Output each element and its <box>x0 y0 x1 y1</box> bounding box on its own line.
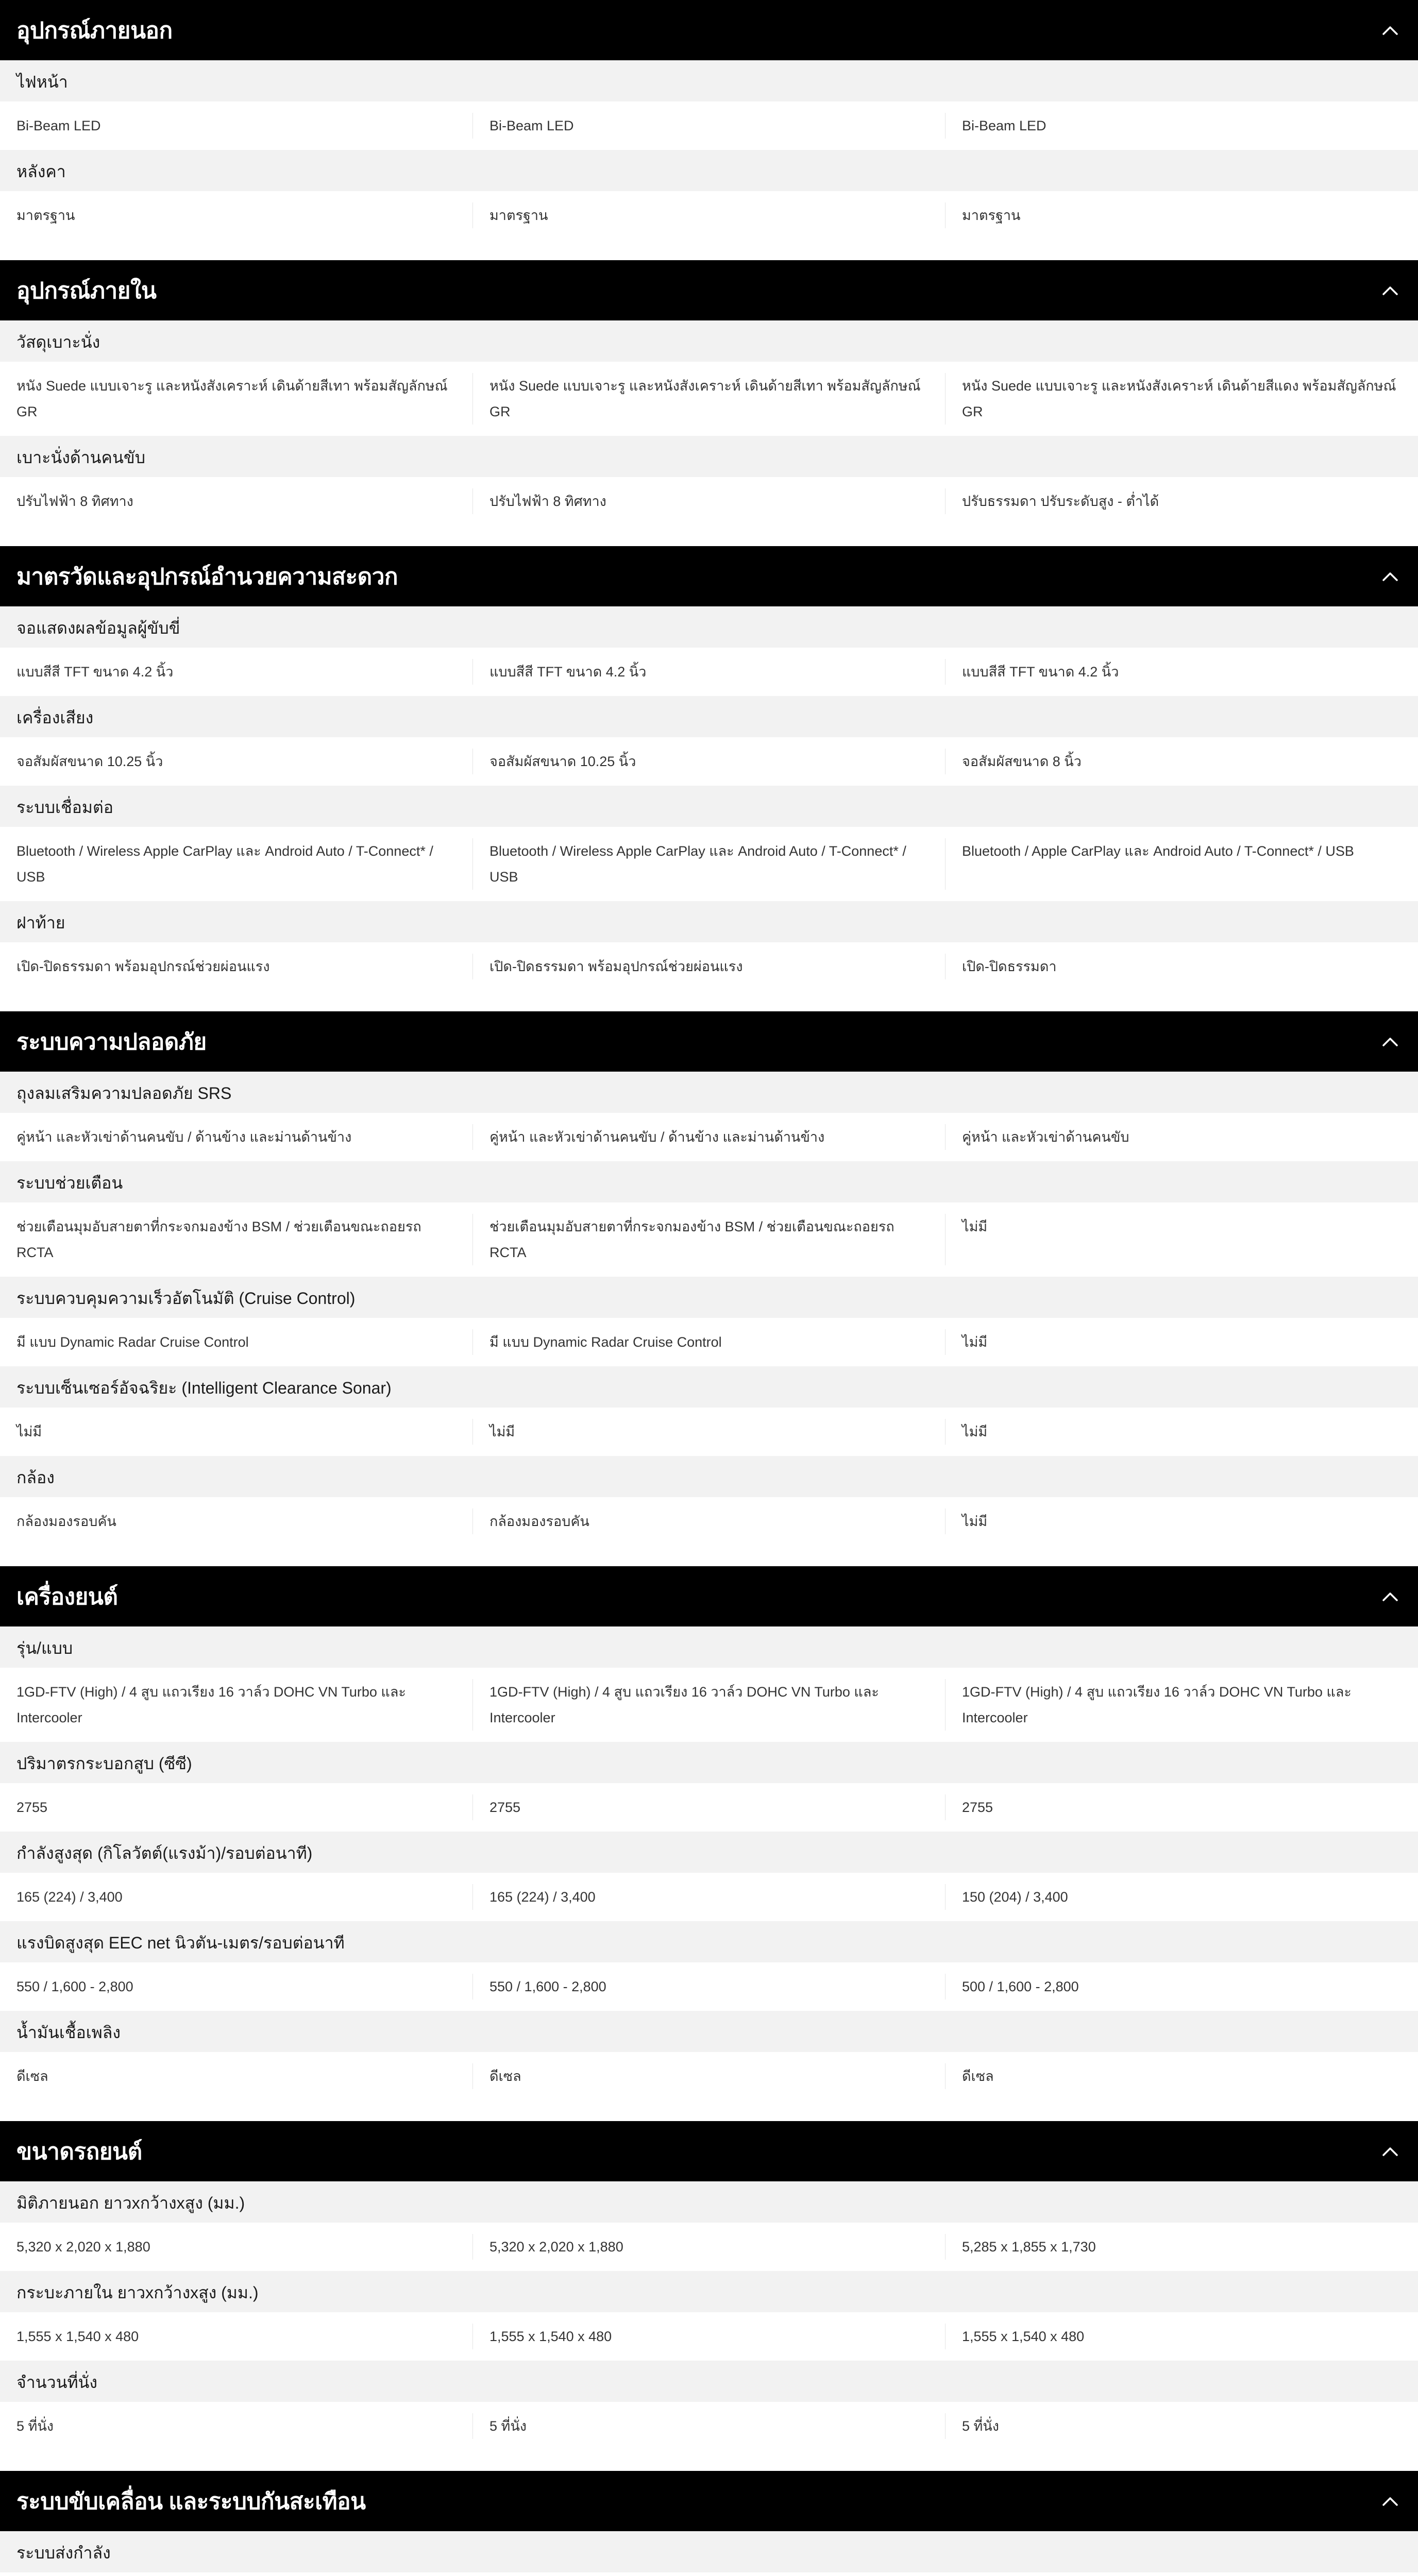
value-cell-model-3: Bluetooth / Apple CarPlay และ Android Auto / T-Connect* / USB <box>945 838 1417 890</box>
value-cell-model-3: คู่หน้า และหัวเข่าด้านคนขับ <box>945 1124 1417 1150</box>
value-cell-model-2: มี แบบ Dynamic Radar Cruise Control <box>472 1329 945 1355</box>
row-values <box>0 1962 1418 2011</box>
row-label: ไฟหน้า <box>0 60 1418 101</box>
value-cell-model-3: Bi-Beam LED <box>945 113 1417 139</box>
row-label: ปริมาตรกระบอกสูบ (ซีซี) <box>0 1742 1418 1783</box>
row-values <box>0 2223 1418 2271</box>
row-label: กำลังสูงสุด (กิโลวัตต์(แรงม้า)/รอบต่อนาที) <box>0 1832 1418 1873</box>
section-title: มาตรวัดและอุปกรณ์อำนวยความสะดวก <box>16 564 398 589</box>
spec-section <box>0 2121 1418 2471</box>
spec-section <box>0 2471 1418 2576</box>
spec-row <box>0 2271 1418 2361</box>
section-rows <box>0 320 1418 526</box>
row-label: รุ่น/แบบ <box>0 1626 1418 1668</box>
section-gap <box>0 2450 1418 2471</box>
row-label: วัสดุเบาะนั่ง <box>0 320 1418 362</box>
value-cell-model-3: เปิด-ปิดธรรมดา <box>945 954 1417 979</box>
row-label: ถุงลมเสริมความปลอดภัย SRS <box>0 1072 1418 1113</box>
value-cell-model-1: เปิด-ปิดธรรมดา พร้อมอุปกรณ์ช่วยผ่อนแรง <box>16 959 270 974</box>
spec-row <box>0 786 1418 901</box>
spec-row <box>0 696 1418 786</box>
value-cell-model-2: 165 (224) / 3,400 <box>472 1884 945 1910</box>
row-values <box>0 737 1418 786</box>
value-cell-model-1: จอสัมผัสขนาด 10.25 นิ้ว <box>16 754 163 769</box>
value-cell-model-2: ดีเซล <box>472 2063 945 2089</box>
spec-section <box>0 260 1418 546</box>
value-cell-model-2: แบบสีสี TFT ขนาด 4.2 นิ้ว <box>472 659 945 685</box>
value-cell-model-2: 550 / 1,600 - 2,800 <box>472 1974 945 1999</box>
value-cell-model-1: Bluetooth / Wireless Apple CarPlay และ Android Auto / T-Connect* / USB <box>16 843 433 885</box>
value-cell-model-2: กล้องมองรอบคัน <box>472 1509 945 1534</box>
chevron-up-icon[interactable] <box>1379 1030 1402 1053</box>
spec-row <box>0 60 1418 150</box>
value-cell-model-2: 1,555 x 1,540 x 480 <box>472 2324 945 2349</box>
value-cell-model-2: 5,320 x 2,020 x 1,880 <box>472 2234 945 2260</box>
section-gap <box>0 240 1418 260</box>
row-label: ระบบควบคุมความเร็วอัตโนมัติ (Cruise Control) <box>0 1277 1418 1318</box>
value-cell-model-1: กล้องมองรอบคัน <box>16 1514 116 1529</box>
value-cell-model-2: 1GD-FTV (High) / 4 สูบ แถวเรียง 16 วาล์ว DOHC VN Turbo และ Intercooler <box>472 1679 945 1731</box>
chevron-up-icon[interactable] <box>1379 2140 1402 2163</box>
row-label: กล้อง <box>0 1456 1418 1497</box>
chevron-up-icon[interactable] <box>1379 279 1402 302</box>
value-cell-model-3: ไม่มี <box>945 1419 1417 1445</box>
value-cell-model-3: 5,285 x 1,855 x 1,730 <box>945 2234 1417 2260</box>
spec-row <box>0 320 1418 436</box>
row-label: เครื่องเสียง <box>0 696 1418 737</box>
value-cell-model-1: 1GD-FTV (High) / 4 สูบ แถวเรียง 16 วาล์ว DOHC VN Turbo และ Intercooler <box>16 1684 406 1725</box>
value-cell-model-2: 2755 <box>472 1794 945 1820</box>
value-cell-model-1: 5 ที่นั่ง <box>16 2418 54 2434</box>
row-label: จอแสดงผลข้อมูลผู้ขับขี่ <box>0 606 1418 648</box>
row-values <box>0 1783 1418 1832</box>
section-header[interactable] <box>0 1566 1418 1626</box>
row-values <box>0 1202 1418 1277</box>
row-label: ระบบเชื่อมต่อ <box>0 786 1418 827</box>
spec-section <box>0 0 1418 260</box>
row-label: เบาะนั่งด้านคนขับ <box>0 436 1418 477</box>
row-label: หลังคา <box>0 150 1418 191</box>
section-rows <box>0 606 1418 991</box>
section-title: ระบบความปลอดภัย <box>16 1029 207 1055</box>
spec-row <box>0 1742 1418 1832</box>
chevron-up-icon[interactable] <box>1379 19 1402 42</box>
spec-row <box>0 436 1418 526</box>
spec-section <box>0 546 1418 1011</box>
spec-row <box>0 1456 1418 1546</box>
row-values <box>0 101 1418 150</box>
chevron-up-icon[interactable] <box>1379 565 1402 588</box>
value-cell-model-3: 150 (204) / 3,400 <box>945 1884 1417 1910</box>
row-values <box>0 2312 1418 2361</box>
spec-section <box>0 1011 1418 1566</box>
section-rows <box>0 2181 1418 2450</box>
row-values <box>0 191 1418 240</box>
value-cell-model-2: Bluetooth / Wireless Apple CarPlay และ Android Auto / T-Connect* / USB <box>472 838 945 890</box>
chevron-up-icon[interactable] <box>1379 1585 1402 1608</box>
section-gap <box>0 2100 1418 2121</box>
row-values <box>0 1318 1418 1366</box>
value-cell-model-2: หนัง Suede แบบเจาะรู และหนังสังเคราะห์ เดินด้ายสีเทา พร้อมสัญลักษณ์ GR <box>472 373 945 425</box>
spec-row <box>0 2011 1418 2100</box>
value-cell-model-1: ปรับไฟฟ้า 8 ทิศทาง <box>16 494 133 509</box>
spec-row <box>0 1921 1418 2011</box>
row-values <box>0 2572 1418 2576</box>
section-header[interactable] <box>0 0 1418 60</box>
row-values <box>0 942 1418 991</box>
spec-row <box>0 1072 1418 1161</box>
row-values <box>0 827 1418 901</box>
section-title: อุปกรณ์ภายใน <box>16 278 157 303</box>
section-header[interactable] <box>0 260 1418 320</box>
row-label: มิติภายนอก ยาวxกว้างxสูง (มม.) <box>0 2181 1418 2223</box>
section-header[interactable] <box>0 2121 1418 2181</box>
value-cell-model-1: ดีเซล <box>16 2069 48 2084</box>
value-cell-model-3: ปรับธรรมดา ปรับระดับสูง - ต่ำได้ <box>945 488 1417 514</box>
section-rows <box>0 60 1418 240</box>
value-cell-model-3: 1GD-FTV (High) / 4 สูบ แถวเรียง 16 วาล์ว DOHC VN Turbo และ Intercooler <box>945 1679 1417 1731</box>
value-cell-model-2: ปรับไฟฟ้า 8 ทิศทาง <box>472 488 945 514</box>
value-cell-model-2: Bi-Beam LED <box>472 113 945 139</box>
row-label: จำนวนที่นั่ง <box>0 2361 1418 2402</box>
section-title: ระบบขับเคลื่อน และระบบกันสะเทือน <box>16 2488 366 2514</box>
row-values <box>0 648 1418 696</box>
value-cell-model-3: หนัง Suede แบบเจาะรู และหนังสังเคราะห์ เดินด้ายสีแดง พร้อมสัญลักษณ์ GR <box>945 373 1417 425</box>
value-cell-model-2: ไม่มี <box>472 1419 945 1445</box>
section-title: อุปกรณ์ภายนอก <box>16 18 173 43</box>
row-label: แรงบิดสูงสุด EEC net นิวตัน-เมตร/รอบต่อนาที <box>0 1921 1418 1962</box>
row-label: ระบบเซ็นเซอร์อัจฉริยะ (Intelligent Clearance Sonar) <box>0 1366 1418 1408</box>
value-cell-model-1: 2755 <box>16 1800 48 1815</box>
value-cell-model-2: ช่วยเตือนมุมอับสายตาที่กระจกมองข้าง BSM / ช่วยเตือนขณะถอยรถ RCTA <box>472 1214 945 1265</box>
value-cell-model-3: 5 ที่นั่ง <box>945 2413 1417 2439</box>
row-values <box>0 477 1418 526</box>
spec-row <box>0 606 1418 696</box>
section-title: เครื่องยนต์ <box>16 1584 118 1609</box>
value-cell-model-2: คู่หน้า และหัวเข่าด้านคนขับ / ด้านข้าง และม่านด้านข้าง <box>472 1124 945 1150</box>
chevron-up-icon[interactable] <box>1379 2490 1402 2513</box>
spec-row <box>0 1277 1418 1366</box>
value-cell-model-1: 165 (224) / 3,400 <box>16 1889 123 1905</box>
row-label: กระบะภายใน ยาวxกว้างxสูง (มม.) <box>0 2271 1418 2312</box>
row-values <box>0 1497 1418 1546</box>
value-cell-model-3: จอสัมผัสขนาด 8 นิ้ว <box>945 749 1417 774</box>
value-cell-model-3: 500 / 1,600 - 2,800 <box>945 1974 1417 1999</box>
value-cell-model-3: ไม่มี <box>945 1329 1417 1355</box>
row-values <box>0 1873 1418 1921</box>
spec-row <box>0 1366 1418 1456</box>
spec-row <box>0 901 1418 991</box>
row-values <box>0 362 1418 436</box>
row-values <box>0 1408 1418 1456</box>
value-cell-model-3: ไม่มี <box>945 1509 1417 1534</box>
value-cell-model-2: เปิด-ปิดธรรมดา พร้อมอุปกรณ์ช่วยผ่อนแรง <box>472 954 945 979</box>
section-rows <box>0 1626 1418 2100</box>
value-cell-model-2: จอสัมผัสขนาด 10.25 นิ้ว <box>472 749 945 774</box>
section-header[interactable] <box>0 2471 1418 2531</box>
value-cell-model-2: มาตรฐาน <box>472 202 945 228</box>
section-gap <box>0 1546 1418 1566</box>
value-cell-model-1: ช่วยเตือนมุมอับสายตาที่กระจกมองข้าง BSM / ช่วยเตือนขณะถอยรถ RCTA <box>16 1219 421 1260</box>
value-cell-model-1: Bi-Beam LED <box>16 118 101 133</box>
value-cell-model-3: ดีเซล <box>945 2063 1417 2089</box>
value-cell-model-1: หนัง Suede แบบเจาะรู และหนังสังเคราะห์ เดินด้ายสีเทา พร้อมสัญลักษณ์ GR <box>16 378 448 419</box>
row-values <box>0 2402 1418 2450</box>
value-cell-model-1: มี แบบ Dynamic Radar Cruise Control <box>16 1334 249 1350</box>
spec-section <box>0 1566 1418 2121</box>
value-cell-model-3: แบบสีสี TFT ขนาด 4.2 นิ้ว <box>945 659 1417 685</box>
value-cell-model-1: 550 / 1,600 - 2,800 <box>16 1979 133 1994</box>
row-values <box>0 1113 1418 1161</box>
row-label: ฝาท้าย <box>0 901 1418 942</box>
row-label: ระบบส่งกำลัง <box>0 2531 1418 2572</box>
value-cell-model-1: 5,320 x 2,020 x 1,880 <box>16 2239 150 2255</box>
section-rows <box>0 1072 1418 1546</box>
value-cell-model-1: แบบสีสี TFT ขนาด 4.2 นิ้ว <box>16 664 174 680</box>
value-cell-model-3: ไม่มี <box>945 1214 1417 1265</box>
spec-row <box>0 2361 1418 2450</box>
value-cell-model-3: 2755 <box>945 1794 1417 1820</box>
value-cell-model-1: คู่หน้า และหัวเข่าด้านคนขับ / ด้านข้าง และม่านด้านข้าง <box>16 1129 352 1145</box>
section-header[interactable] <box>0 546 1418 606</box>
section-title: ขนาดรถยนต์ <box>16 2139 142 2164</box>
spec-row <box>0 150 1418 240</box>
row-values <box>0 2052 1418 2100</box>
section-rows <box>0 2531 1418 2576</box>
value-cell-model-1: มาตรฐาน <box>16 208 75 223</box>
spec-row <box>0 1832 1418 1921</box>
spec-row <box>0 2181 1418 2271</box>
spec-row <box>0 1161 1418 1277</box>
section-gap <box>0 991 1418 1011</box>
value-cell-model-3: 1,555 x 1,540 x 480 <box>945 2324 1417 2349</box>
value-cell-model-3: มาตรฐาน <box>945 202 1417 228</box>
section-gap <box>0 526 1418 546</box>
value-cell-model-2: 5 ที่นั่ง <box>472 2413 945 2439</box>
row-label: น้ำมันเชื้อเพลิง <box>0 2011 1418 2052</box>
value-cell-model-1: 1,555 x 1,540 x 480 <box>16 2329 139 2344</box>
row-values <box>0 1668 1418 1742</box>
value-cell-model-1: ไม่มี <box>16 1424 42 1439</box>
spec-row <box>0 1626 1418 1742</box>
row-label: ระบบช่วยเตือน <box>0 1161 1418 1202</box>
spec-row <box>0 2531 1418 2576</box>
section-header[interactable] <box>0 1011 1418 1072</box>
